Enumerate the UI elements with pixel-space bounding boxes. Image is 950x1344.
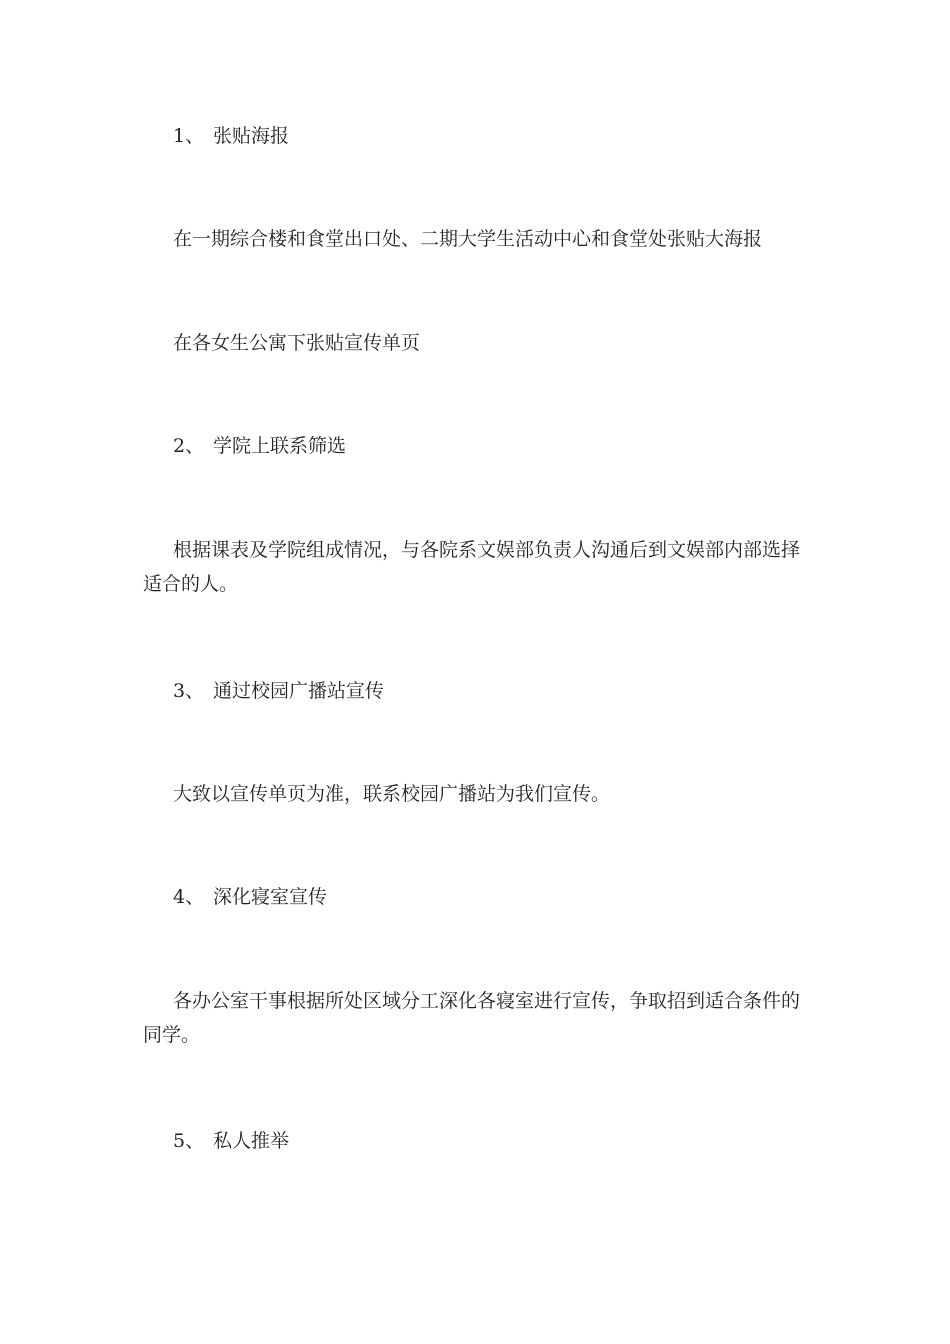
section-2-paragraph-1: 根据课表及学院组成情况，与各院系文娱部负责人沟通后到文娱部内部选择适合的人。 [143, 539, 801, 595]
section-3-title: 通过校园广播站宣传 [213, 680, 385, 702]
section-3-number: 3、 [173, 680, 205, 702]
section-3-paragraph-1: 大致以宣传单页为准，联系校园广播站为我们宣传。 [173, 783, 611, 805]
section-1-title: 张贴海报 [213, 125, 290, 147]
section-5-title: 私人推举 [213, 1130, 290, 1152]
section-2-number: 2、 [173, 435, 205, 457]
section-2-title: 学院上联系筛选 [213, 435, 347, 457]
section-1-paragraph-1: 在一期综合楼和食堂出口处、二期大学生活动中心和食堂处张贴大海报 [173, 228, 763, 250]
section-1-number: 1、 [173, 125, 205, 147]
section-2-heading [173, 429, 346, 463]
section-4-number: 4、 [173, 886, 205, 908]
section-4-paragraph-1: 各办公室干事根据所处区域分工深化各寝室进行宣传，争取招到适合条件的同学。 [143, 990, 801, 1046]
section-5-heading [173, 1124, 289, 1158]
section-4-heading [173, 880, 327, 914]
section-4-title: 深化寝室宣传 [213, 886, 328, 908]
section-1-paragraph-2: 在各女生公寓下张贴宣传单页 [173, 332, 421, 354]
section-1-heading [173, 119, 289, 153]
section-3-heading [173, 674, 384, 708]
section-5-number: 5、 [173, 1130, 205, 1152]
